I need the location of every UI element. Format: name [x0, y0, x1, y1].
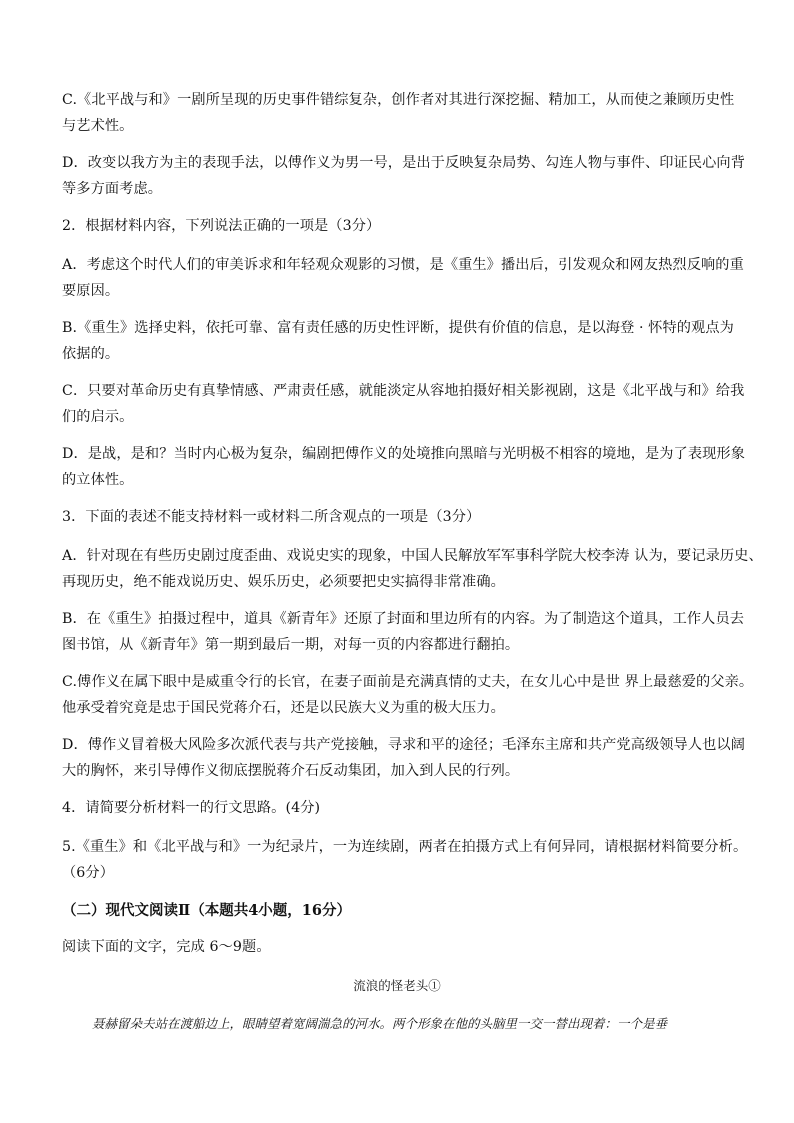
text-line: 的立体性。 [62, 472, 134, 488]
text-line: 们的启示。 [62, 409, 134, 425]
text-line: C．只要对革命历史有真挚情感、严肃责任感，就能淡定从容地拍摄好相关影视剧，这是《北平战与和》给我 [62, 383, 745, 399]
question-4-stem [62, 795, 752, 821]
text-line: A．考虑这个时代人们的审美诉求和年轻观众观影的习惯，是《重生》播出后，引发观众和网友热烈反响的重 [62, 257, 744, 273]
text-line: 他承受着究竟是忠于国民党蒋介石，还是以民族大义为重的极大压力。 [62, 700, 505, 716]
text-line: 要原因。 [62, 283, 120, 299]
q1-option-c [62, 87, 752, 139]
question-2-stem [62, 213, 752, 239]
text-line: 3．下面的表述不能支持材料一或材料二所含观点的一项是（3分） [62, 509, 481, 525]
q1-option-d [62, 150, 752, 202]
text-line: 与艺术性。 [62, 118, 134, 134]
story-first-line: 聂赫留朵夫站在渡船边上，眼睛望着宽阔湍急的河水。两个形象在他的头脑里一交一替出现着：一个是垂 [92, 1016, 668, 1031]
text-line: A．针对现在有些历史剧过度歪曲、戏说史实的现象，中国人民解放军军事科学院大校李涛 认为，要记录历史、 [62, 548, 763, 564]
text-line: 图书馆，从《新青年》第一期到最后一期，对每一页的内容都进行翻拍。 [62, 637, 520, 653]
text-line: D．改变以我方为主的表现手法，以傅作义为男一号，是出于反映复杂局势、勾连人物与事件、印证民心向背 [62, 155, 745, 171]
text-line: C.《北平战与和》一剧所呈现的历史事件错综复杂，创作者对其进行深挖掘、精加工，从而使之兼顾历史性 [62, 92, 735, 108]
q3-option-b [62, 606, 752, 658]
reading-instruction [62, 934, 752, 960]
text-line: 再现历史，绝不能戏说历史、娱乐历史，必须要把史实搞得非常准确。 [62, 574, 505, 590]
question-5 [62, 834, 752, 886]
section-heading: （二）现代文阅读Ⅱ（本题共4小题，16分） [62, 902, 351, 919]
text-line: 依据的。 [62, 346, 120, 362]
q2-option-c [62, 378, 752, 430]
text-line: 等多方面考虑。 [62, 181, 163, 197]
q3-option-c [62, 669, 752, 721]
text-line: 阅读下面的文字，完成 6～9题。 [62, 939, 271, 955]
text-line: 大的胸怀，来引导傅作义彻底摆脱蒋介石反动集团，加入到人民的行列。 [62, 763, 520, 779]
story-title: 流浪的怪老头① [353, 978, 441, 993]
q3-option-d [62, 732, 752, 784]
q2-option-d [62, 441, 752, 493]
q3-option-a [62, 543, 763, 595]
text-line: 5.《重生》和《北平战与和》一为纪录片，一为连续剧，两者在拍摄方式上有何异同，请根据材料简要分析。 [62, 839, 748, 855]
text-line: 2．根据材料内容，下列说法正确的一项是（3分） [62, 218, 381, 234]
text-line: B．在《重生》拍摄过程中，道具《新青年》还原了封面和里边所有的内容。为了制造这个道具，工作人员去 [62, 611, 745, 627]
q2-option-a [62, 252, 752, 304]
text-line: D．是战，是和？当时内心极为复杂，编剧把傅作义的处境推向黑暗与光明极不相容的境地，是为了表现形象 [62, 446, 745, 462]
text-line: C.傅作义在属下眼中是威重令行的长官，在妻子面前是充满真情的丈夫，在女儿心中是世 界上最慈爱的父亲。 [62, 674, 754, 690]
question-3-stem [62, 504, 752, 530]
text-line: B.《重生》选择史料，依托可靠、富有责任感的历史性评断，提供有价值的信息，是以海登 · 怀特的观点为 [62, 320, 734, 336]
text-line: （6分） [62, 865, 114, 881]
q2-option-b [62, 315, 752, 367]
text-line: 4．请简要分析材料一的行文思路。(4分) [62, 800, 321, 816]
text-line: D．傅作义冒着极大风险多次派代表与共产党接触，寻求和平的途径；毛泽东主席和共产党高级领导人也以阔 [62, 737, 745, 753]
